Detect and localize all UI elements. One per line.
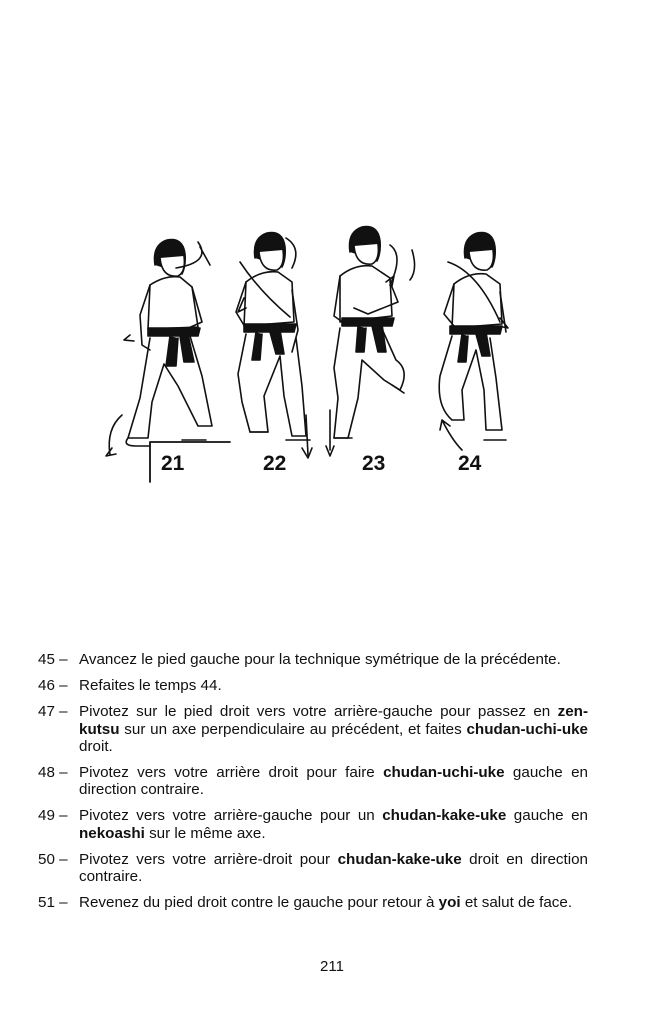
step-number: 47 – [38, 703, 68, 721]
kata-illustration [0, 0, 664, 500]
figure-label-22: 22 [263, 452, 287, 475]
karate-figure-22 [236, 233, 312, 458]
step-number: 45 – [38, 651, 68, 668]
step-text: Pivotez vers votre arrière-gauche pour un chudan-kake-uke gauche en nekoashi sur le même axe. [79, 807, 588, 842]
step-text: Refaites le temps 44. [79, 677, 222, 695]
term-zen-kutsu: zen-kutsu [79, 703, 588, 738]
step-text: Revenez du pied droit contre le gauche pour retour à yoi et salut de face. [79, 894, 573, 912]
step-47 [38, 703, 588, 755]
term-chudan-uchi-uke: chudan-uchi-uke [466, 720, 588, 738]
step-text: Pivotez vers votre arrière droit pour faire chudan-uchi-uke gauche en direction contraire. [79, 764, 588, 799]
term-chudan-kake-uke: chudan-kake-uke [337, 850, 462, 868]
step-51 [38, 894, 588, 911]
term-chudan-kake-uke: chudan-kake-uke [382, 807, 507, 825]
step-text: Avancez le pied gauche pour la technique symétrique de la précédente. [79, 651, 561, 668]
step-50 [38, 851, 588, 885]
step-number: 50 – [38, 850, 68, 868]
karate-figures-drawing [0, 0, 664, 500]
step-48 [38, 764, 588, 798]
step-text: Pivotez sur le pied droit vers votre arrière-gauche pour passez en zen-kutsu sur un axe perpendiculaire au précédent, et faites chudan-uchi-uke droit. [79, 703, 588, 755]
step-46 [38, 677, 588, 694]
figure-label-23: 23 [362, 452, 386, 475]
term-chudan-uchi-uke: chudan-uchi-uke [383, 764, 505, 782]
karate-figure-21 [106, 240, 212, 456]
figure-label-21: 21 [161, 452, 185, 475]
term-nekoashi: nekoashi [79, 824, 145, 842]
kata-steps-list [38, 651, 588, 920]
figure-label-24: 24 [458, 452, 482, 475]
step-45 [38, 651, 588, 668]
step-number: 48 – [38, 764, 68, 782]
step-number: 46 – [38, 677, 68, 695]
step-number: 51 – [38, 894, 68, 912]
step-number: 49 – [38, 807, 68, 825]
term-yoi: yoi [438, 894, 461, 912]
karate-figure-24 [439, 233, 508, 450]
karate-figure-23 [326, 227, 415, 456]
step-49 [38, 807, 588, 841]
step-text: Pivotez vers votre arrière-droit pour chudan-kake-uke droit en direction contraire. [79, 850, 588, 886]
page-number: 211 [320, 958, 344, 975]
